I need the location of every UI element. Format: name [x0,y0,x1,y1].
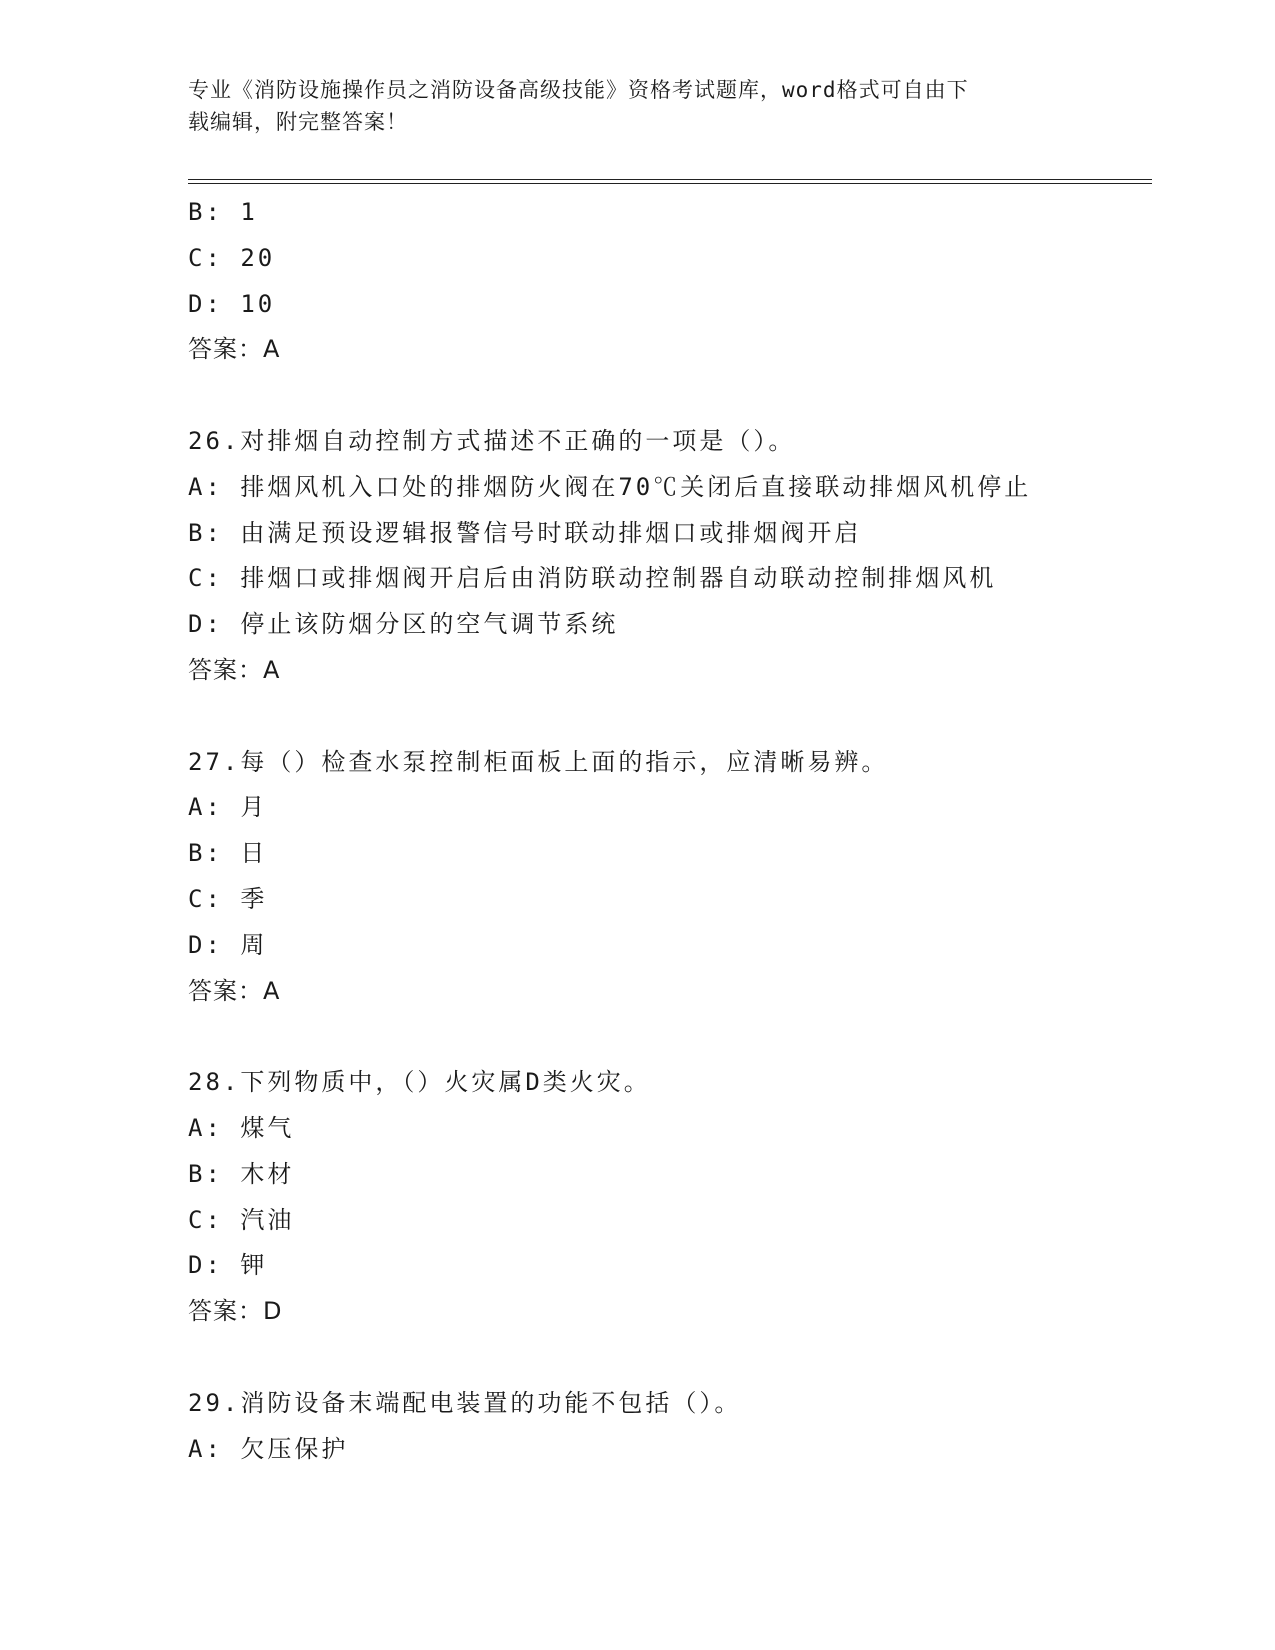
spacer [188,694,1152,740]
header-rule-top [188,179,1152,180]
option-c: C: 排烟口或排烟阀开启后由消防联动控制器自动联动控制排烟风机 [188,564,997,593]
option-d: D: 停止该防烟分区的空气调节系统 [188,610,619,639]
option-b: B: 1 [188,198,258,226]
answer-line: 答案：A [188,335,281,364]
question-block-29 [188,1381,1152,1473]
option-a: A: 月 [188,793,268,822]
option-d: D: 周 [188,930,268,959]
option-c: C: 汽油 [188,1205,295,1234]
question-block-26 [188,419,1152,694]
question-text: 26.对排烟自动控制方式描述不正确的一项是（）。 [188,426,796,455]
question-text: 28.下列物质中，（）火灾属D类火灾。 [188,1068,651,1097]
question-block-27 [188,740,1152,1015]
option-c: C: 季 [188,884,268,913]
question-block-partial [188,190,1152,373]
answer-line: 答案：A [188,655,281,684]
question-text: 29.消防设备末端配电装置的功能不包括（）。 [188,1388,742,1417]
spacer [188,1014,1152,1060]
option-d: D: 10 [188,289,276,318]
option-b: B: 由满足预设逻辑报警信号时联动排烟口或排烟阀开启 [188,518,862,547]
option-a: A: 欠压保护 [188,1434,349,1463]
header-rule-bottom [188,183,1152,184]
question-block-28 [188,1060,1152,1335]
option-b: B: 日 [188,839,268,868]
header-line-2: 载编辑，附完整答案！ [188,110,408,134]
option-b: B: 木材 [188,1159,295,1188]
header-line-1: 专业《消防设施操作员之消防设备高级技能》资格考试题库，word格式可自由下 [188,78,969,102]
document-header [188,74,1078,138]
answer-line: 答案：A [188,976,281,1005]
spacer [188,373,1152,419]
question-text: 27.每（）检查水泵控制柜面板上面的指示，应清晰易辨。 [188,747,889,776]
question-list [188,190,1152,1472]
option-c: C: 20 [188,243,276,272]
option-a: A: 排烟风机入口处的排烟防火阀在70℃关闭后直接联动排烟风机停止 [188,472,1032,501]
option-a: A: 煤气 [188,1113,295,1142]
option-d: D: 钾 [188,1251,268,1280]
answer-line: 答案：D [188,1297,283,1326]
spacer [188,1335,1152,1381]
